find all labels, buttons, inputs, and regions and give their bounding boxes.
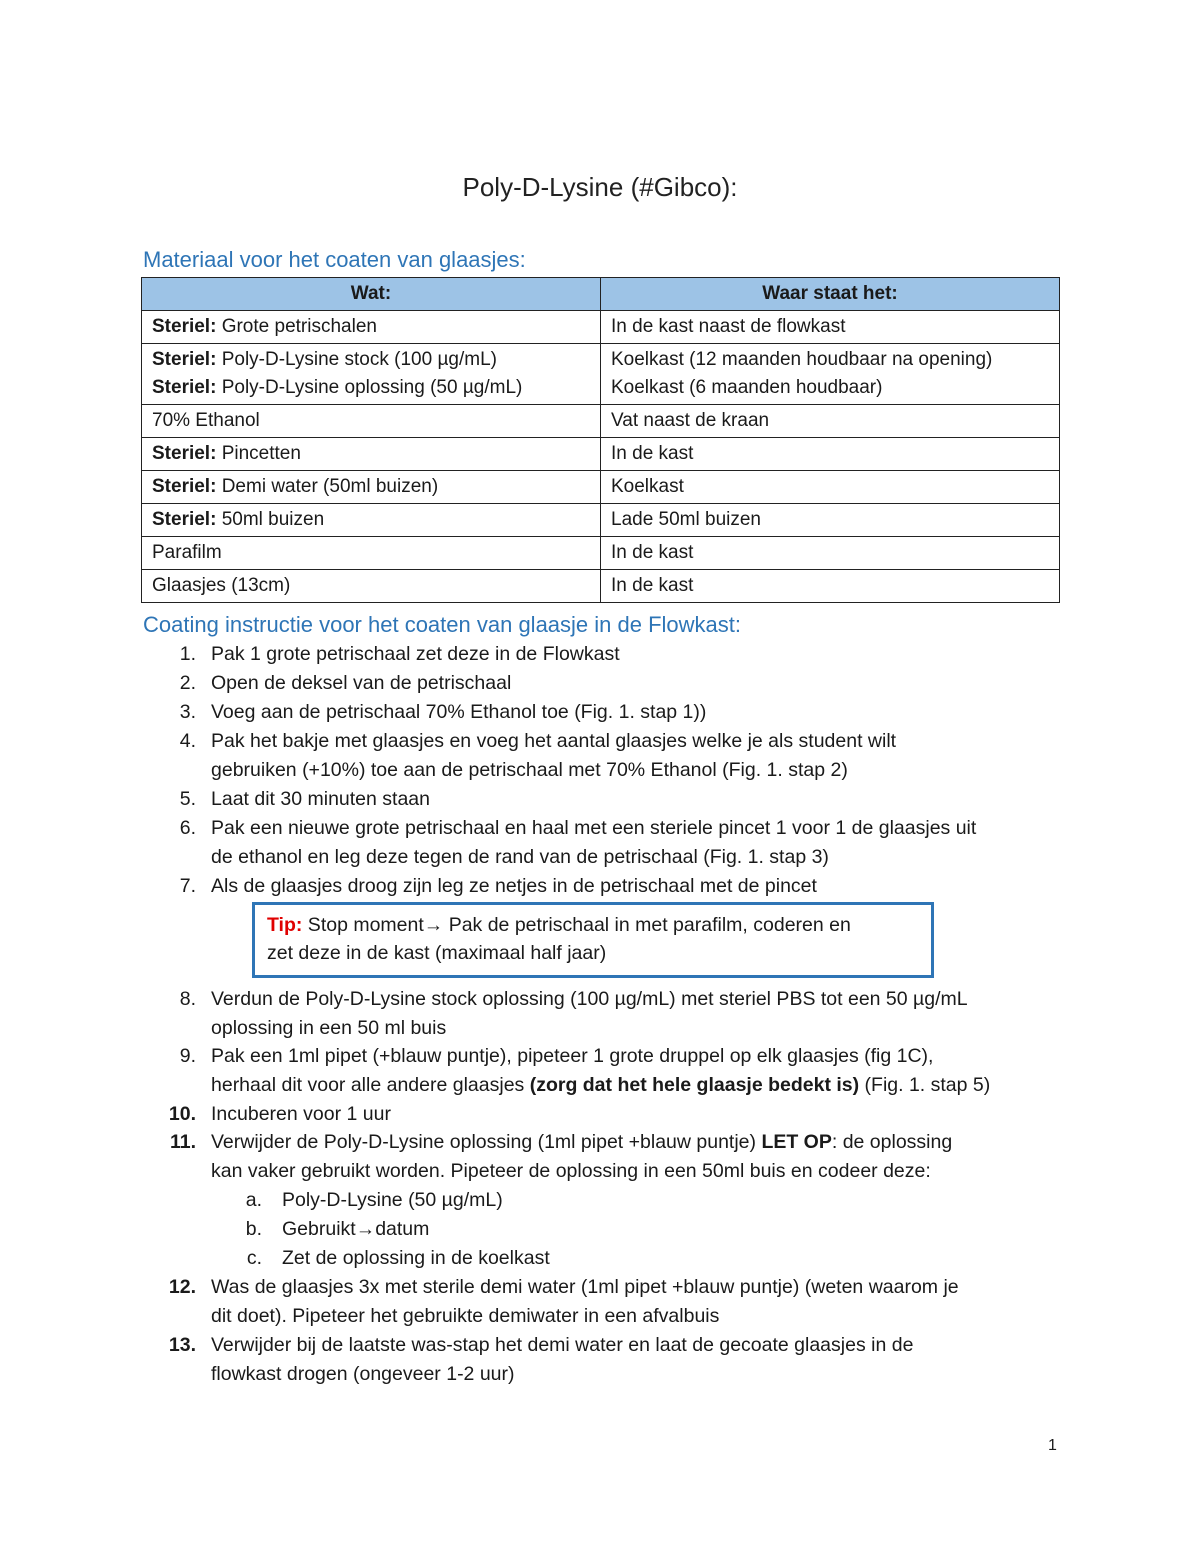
sterile-label: Steriel:: [152, 509, 217, 530]
step-line: Open de deksel van de petrischaal: [211, 672, 512, 694]
material-cell: [142, 504, 601, 537]
column-header-where: Waar staat het:: [601, 278, 1060, 311]
page-number: 1: [1048, 1437, 1057, 1454]
material-cell: [142, 344, 601, 405]
material-name: Demi water (50ml buizen): [216, 476, 439, 497]
step-line: Incuberen voor 1 uur: [211, 1103, 391, 1125]
substep-text: Poly-D-Lysine (50 µg/mL): [282, 1189, 503, 1211]
table-row: [142, 311, 1060, 344]
table-row: [142, 471, 1060, 504]
material-name: Pincetten: [216, 443, 301, 464]
step-text-bold: LET OP: [761, 1131, 832, 1153]
step-number: 2.: [179, 672, 196, 694]
location-text: In de kast: [611, 443, 694, 464]
step-text-part: Verwijder de Poly-D-Lysine oplossing (1ml pipet +blauw puntje): [211, 1131, 762, 1153]
location-text: Vat naast de kraan: [611, 410, 770, 431]
page-title: Poly-D-Lysine (#Gibco):: [462, 172, 738, 202]
table-row: [142, 570, 1060, 603]
table-row: [142, 438, 1060, 471]
location-cell: [601, 344, 1060, 405]
location-cell: [601, 438, 1060, 471]
material-cell: [142, 438, 601, 471]
step-line: de ethanol en leg deze tegen de rand van de petrischaal (Fig. 1. stap 3): [211, 845, 829, 868]
step-line: flowkast drogen (ongeveer 1-2 uur): [211, 1362, 515, 1385]
substep-text: Gebruikt→datum: [282, 1218, 430, 1240]
step-line: dit doet). Pipeteer het gebruikte demiwater in een afvalbuis: [211, 1304, 720, 1327]
step-line: Laat dit 30 minuten staan: [211, 788, 430, 810]
step-number: 12.: [168, 1276, 196, 1298]
step-text: [211, 1273, 1071, 1330]
location-cell: [601, 405, 1060, 438]
material-name: Grote petrischalen: [216, 316, 377, 337]
materials-table: [141, 277, 1060, 603]
step-text: [211, 727, 1071, 784]
location-cell: [601, 311, 1060, 344]
location-cell: [601, 537, 1060, 570]
step-text: [211, 872, 1071, 901]
tip-text-line2: zet deze in de kast (maximaal half jaar): [267, 942, 607, 964]
table-row: [142, 504, 1060, 537]
tip-label: Tip:: [267, 914, 303, 936]
step-number: 3.: [179, 701, 196, 723]
step-number: 11.: [169, 1131, 196, 1153]
step-text: [211, 785, 1071, 814]
material-name: Poly-D-Lysine oplossing (50 µg/mL): [216, 377, 523, 398]
step-number: 7.: [179, 875, 196, 897]
material-name: Poly-D-Lysine stock (100 µg/mL): [216, 349, 497, 370]
location-text: Koelkast (6 maanden houdbaar): [611, 377, 883, 398]
material-name: Parafilm: [152, 542, 222, 563]
location-text: Koelkast: [611, 476, 684, 497]
step-line: gebruiken (+10%) toe aan de petrischaal met 70% Ethanol (Fig. 1. stap 2): [211, 758, 848, 781]
step-text: [211, 1042, 1071, 1099]
table-header-row: [142, 278, 1060, 311]
materials-heading: Materiaal voor het coaten van glaasjes:: [143, 247, 526, 272]
step-line: Verdun de Poly-D-Lysine stock oplossing (100 µg/mL) met steriel PBS tot een 50 µg/mL: [211, 988, 968, 1010]
step-text-part: : de oplossing: [831, 1131, 953, 1153]
table-row: [142, 344, 1060, 405]
step-text: [211, 814, 1071, 871]
instructions-heading: Coating instructie voor het coaten van glaasje in de Flowkast:: [143, 612, 741, 637]
material-cell: [142, 471, 601, 504]
step-line: kan vaker gebruikt worden. Pipeteer de oplossing in een 50ml buis en codeer deze:: [211, 1159, 931, 1182]
sterile-label: Steriel:: [152, 316, 217, 337]
step-text-bold: (zorg dat het hele glaasje bedekt is): [529, 1073, 860, 1096]
material-cell: [142, 405, 601, 438]
location-text: In de kast: [611, 542, 694, 563]
step-line: Verwijder bij de laatste was-stap het demi water en laat de gecoate glaasjes in de: [211, 1334, 914, 1356]
step-line: Pak een nieuwe grote petrischaal en haal met een steriele pincet 1 voor 1 de glaasjes uit: [211, 817, 977, 839]
sterile-label: Steriel:: [152, 377, 217, 398]
step-text: [211, 1128, 1071, 1185]
location-text: In de kast naast de flowkast: [611, 316, 846, 337]
location-cell: [601, 570, 1060, 603]
step-line: Pak een 1ml pipet (+blauw puntje), pipeteer 1 grote druppel op elk glaasjes (fig 1C),: [211, 1045, 934, 1067]
step-number: 9.: [179, 1045, 196, 1067]
step-text: [211, 640, 1071, 669]
location-cell: [601, 504, 1060, 537]
location-cell: [601, 471, 1060, 504]
material-name: 50ml buizen: [216, 509, 325, 530]
substep-letter: b.: [245, 1218, 262, 1240]
substep-letter: c.: [246, 1247, 262, 1269]
step-line: Voeg aan de petrischaal 70% Ethanol toe (Fig. 1. stap 1)): [211, 701, 707, 723]
substep-text: Zet de oplossing in de koelkast: [282, 1247, 550, 1269]
step-number: 5.: [179, 788, 196, 810]
sterile-label: Steriel:: [152, 476, 217, 497]
sterile-label: Steriel:: [152, 443, 217, 464]
substep-letter: a.: [245, 1189, 262, 1211]
location-text: Koelkast (12 maanden houdbaar na opening): [611, 349, 993, 370]
table-row: [142, 537, 1060, 570]
material-cell: [142, 537, 601, 570]
step-text: [211, 985, 1071, 1042]
material-cell: [142, 311, 601, 344]
tip-text-line1: Stop moment→ Pak de petrischaal in met parafilm, coderen en: [302, 914, 851, 936]
step-text-part: (Fig. 1. stap 5): [859, 1073, 991, 1096]
step-line: Als de glaasjes droog zijn leg ze netjes in de petrischaal met de pincet: [211, 875, 817, 897]
step-text: [211, 1331, 1071, 1388]
step-line: Was de glaasjes 3x met sterile demi water (1ml pipet +blauw puntje) (weten waarom je: [211, 1276, 959, 1298]
material-name: 70% Ethanol: [152, 410, 260, 431]
step-number: 13.: [168, 1334, 196, 1356]
step-number: 8.: [179, 988, 196, 1010]
table-row: [142, 405, 1060, 438]
location-text: Lade 50ml buizen: [611, 509, 761, 530]
step-number: 4.: [179, 730, 196, 752]
step-text-part: herhaal dit voor alle andere glaasjes: [211, 1073, 530, 1096]
step-number: 1.: [179, 643, 196, 665]
step-text: [211, 1100, 1071, 1129]
step-line: Pak het bakje met glaasjes en voeg het aantal glaasjes welke je als student wilt: [211, 730, 897, 752]
step-text: [211, 698, 1071, 727]
material-name: Glaasjes (13cm): [152, 575, 291, 596]
step-number: 6.: [179, 817, 196, 839]
location-text: In de kast: [611, 575, 694, 596]
column-header-what: Wat:: [142, 278, 601, 311]
step-line: Pak 1 grote petrischaal zet deze in de Flowkast: [211, 643, 620, 665]
material-cell: [142, 570, 601, 603]
step-number: 10.: [168, 1103, 196, 1125]
step-text: [211, 669, 1071, 698]
tip-box: [252, 902, 934, 978]
step-line: oplossing in een 50 ml buis: [211, 1016, 447, 1039]
sterile-label: Steriel:: [152, 349, 217, 370]
